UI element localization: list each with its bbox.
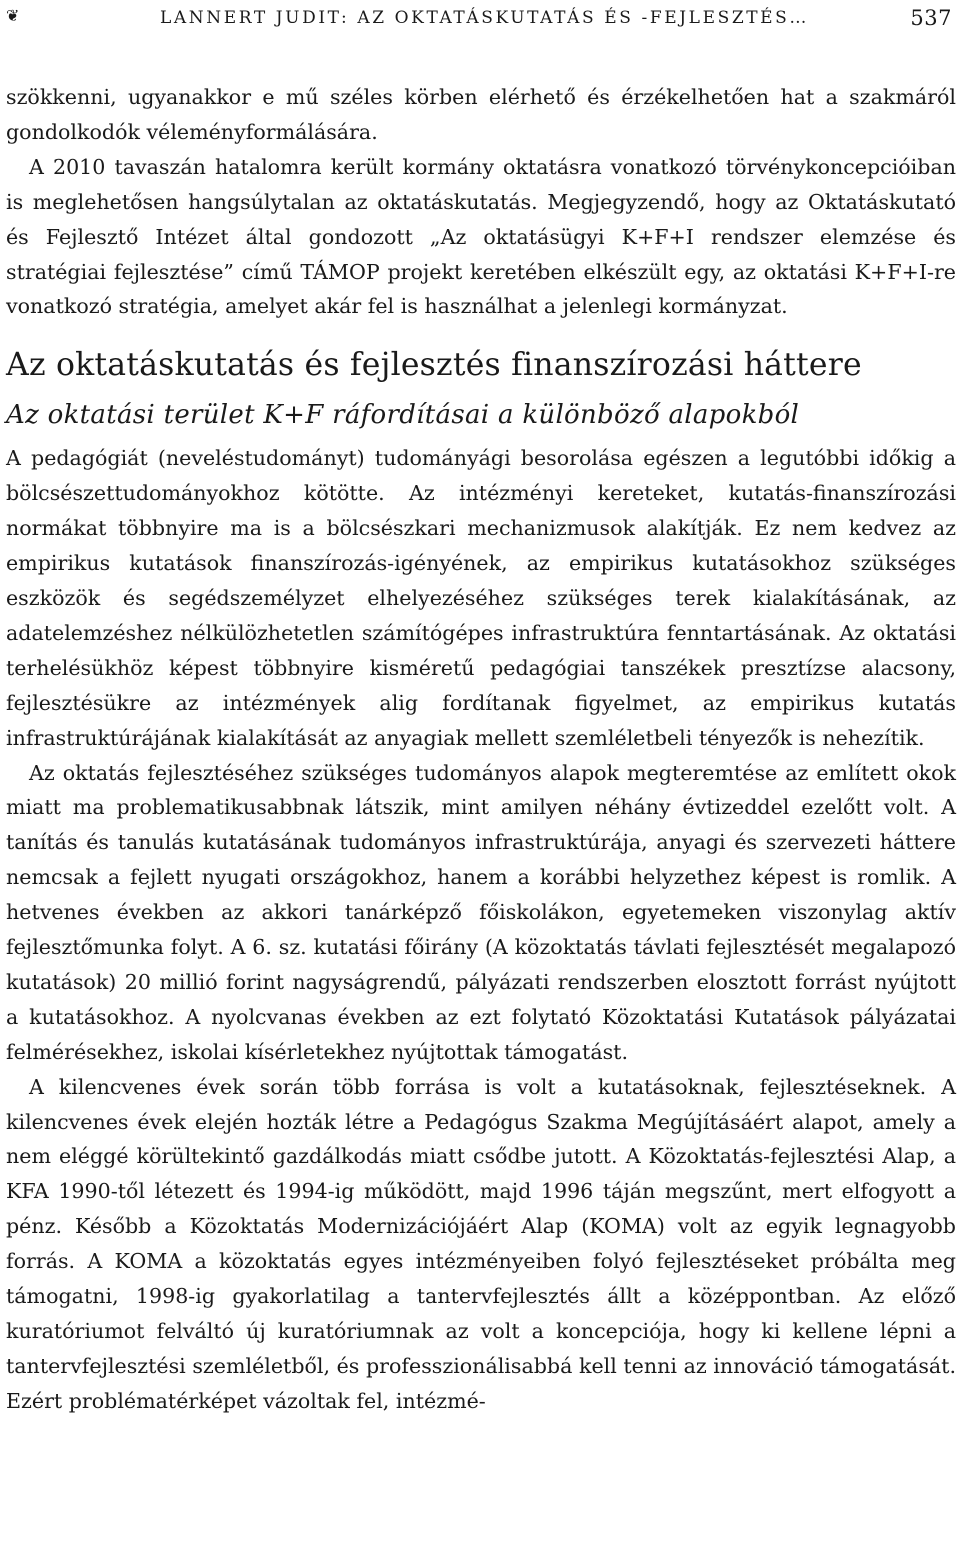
- book-page: [6, 0, 956, 1419]
- subsection-heading: Az oktatási terület K+F ráfordításai a különböző alapokból: [6, 400, 800, 431]
- paragraph: Az oktatás fejlesztéséhez szükséges tudományos alapok megteremtése az említett okok miatt ma problematikusabbnak látszik, mint amilyen néhány évtizeddel ezelőtt volt. A tanítás és tanulás kutatásának tudományos infrastruktúrája, anyagi és szervezeti háttere nemcsak a fejlett nyugati országokhoz, hanem a korábbi helyzethez képest is romlik. A hetvenes években az akkori tanárképző főiskolákon, egyetemeken viszonylag aktív fejlesztőmunka folyt. A 6. sz. kutatási főirány (A közoktatás távlati fejlesztését megalapozó kutatások) 20 millió forint nagyságrendű, pályázati rendszerben elosztott forrást nyújtott a kutatásokhoz. A nyolcvanas években az ezt folytató Közoktatási Kutatások pályázatai felmérésekhez, iskolai kísérletekhez nyújtottak támogatást.: [6, 760, 956, 1064]
- body-text: [6, 80, 956, 1419]
- page-number: 537: [910, 6, 952, 30]
- section-heading: Az oktatáskutatás és fejlesztés finanszírozási háttere: [6, 347, 862, 384]
- paragraph: A 2010 tavaszán hatalomra került kormány oktatásra vonatkozó törvénykoncepcióiban is meglehetősen hangsúlytalan az oktatáskutatás. Megjegyzendő, hogy az Oktatáskutató és Fejlesztő Intézet által gondozott „Az oktatásügyi K+F+I rendszer elemzése és stratégiai fejlesztése” című TÁMOP projekt keretében elkészült egy, az oktatási K+F+I-re vonatkozó stratégia, amelyet akár fel is használhat a jelenlegi kormányzat.: [6, 154, 956, 319]
- fleuron-ornament-icon: ❦: [6, 6, 20, 25]
- paragraph: A kilencvenes évek során több forrása is volt a kutatásoknak, fejlesztéseknek. A kilencvenes évek elején hozták létre a Pedagógus Szakma Megújításáért alapot, amely a nem eléggé körültekintő gazdálkodás miatt csődbe jutott. A Közoktatás-fejlesztési Alap, a KFA 1990-től létezett és 1994-ig működött, majd 1996 táján megszűnt, mert elfogyott a pénz. Később a Közoktatás Modernizációjáért Alap (KOMA) volt az egyik legnagyobb forrás. A KOMA a közoktatás egyes intézményeiben folyó fejlesztéseket próbálta meg támogatni, 1998-ig gyakorlatilag a tantervfejlesztés állt a középpontban. Az előző kuratóriumot felváltó új kuratóriumnak az volt a koncepciója, hogy ki kellene lépni a tantervfejlesztési szemléletből, és professzionálisabbá kell tenni az innováció támogatását. Ezért problématérképet vázoltak fel, intézmé-: [6, 1074, 956, 1413]
- paragraph-continued: szökkenni, ugyanakkor e mű széles körben elérhető és érzékelhetően hat a szakmáról gondolkodók véleményformálására.: [6, 85, 956, 144]
- paragraph: A pedagógiát (neveléstudományt) tudományági besorolása egészen a legutóbbi időkig a bölcsészettudományokhoz kötötte. Az intézményi kereteket, kutatás-finanszírozási normákat többnyire ma is a bölcsészkari mechanizmusok alakítják. Ez nem kedvez az empirikus kutatások finanszírozás-igényének, az empirikus kutatásokhoz szükséges eszközök és segédszemélyzet elhelyezéséhez szükséges terek kialakításának, az adatelemzéshez nélkülözhetetlen számítógépes infrastruktúra fenntartásának. Az oktatási terhelésükhöz képest többnyire kisméretű pedagógiai tanszékek presztízse alacsony, fejlesztésükre az intézmények alig fordítanak figyelmet, az empirikus kutatás infrastruktúrájának kialakítását az anyagiak mellett szemléletbeli tényezők is nehezítik.: [6, 446, 956, 750]
- running-title: LANNERT JUDIT: AZ OKTATÁSKUTATÁS ÉS -FEJLESZTÉS…: [160, 8, 810, 28]
- running-header: [6, 4, 956, 40]
